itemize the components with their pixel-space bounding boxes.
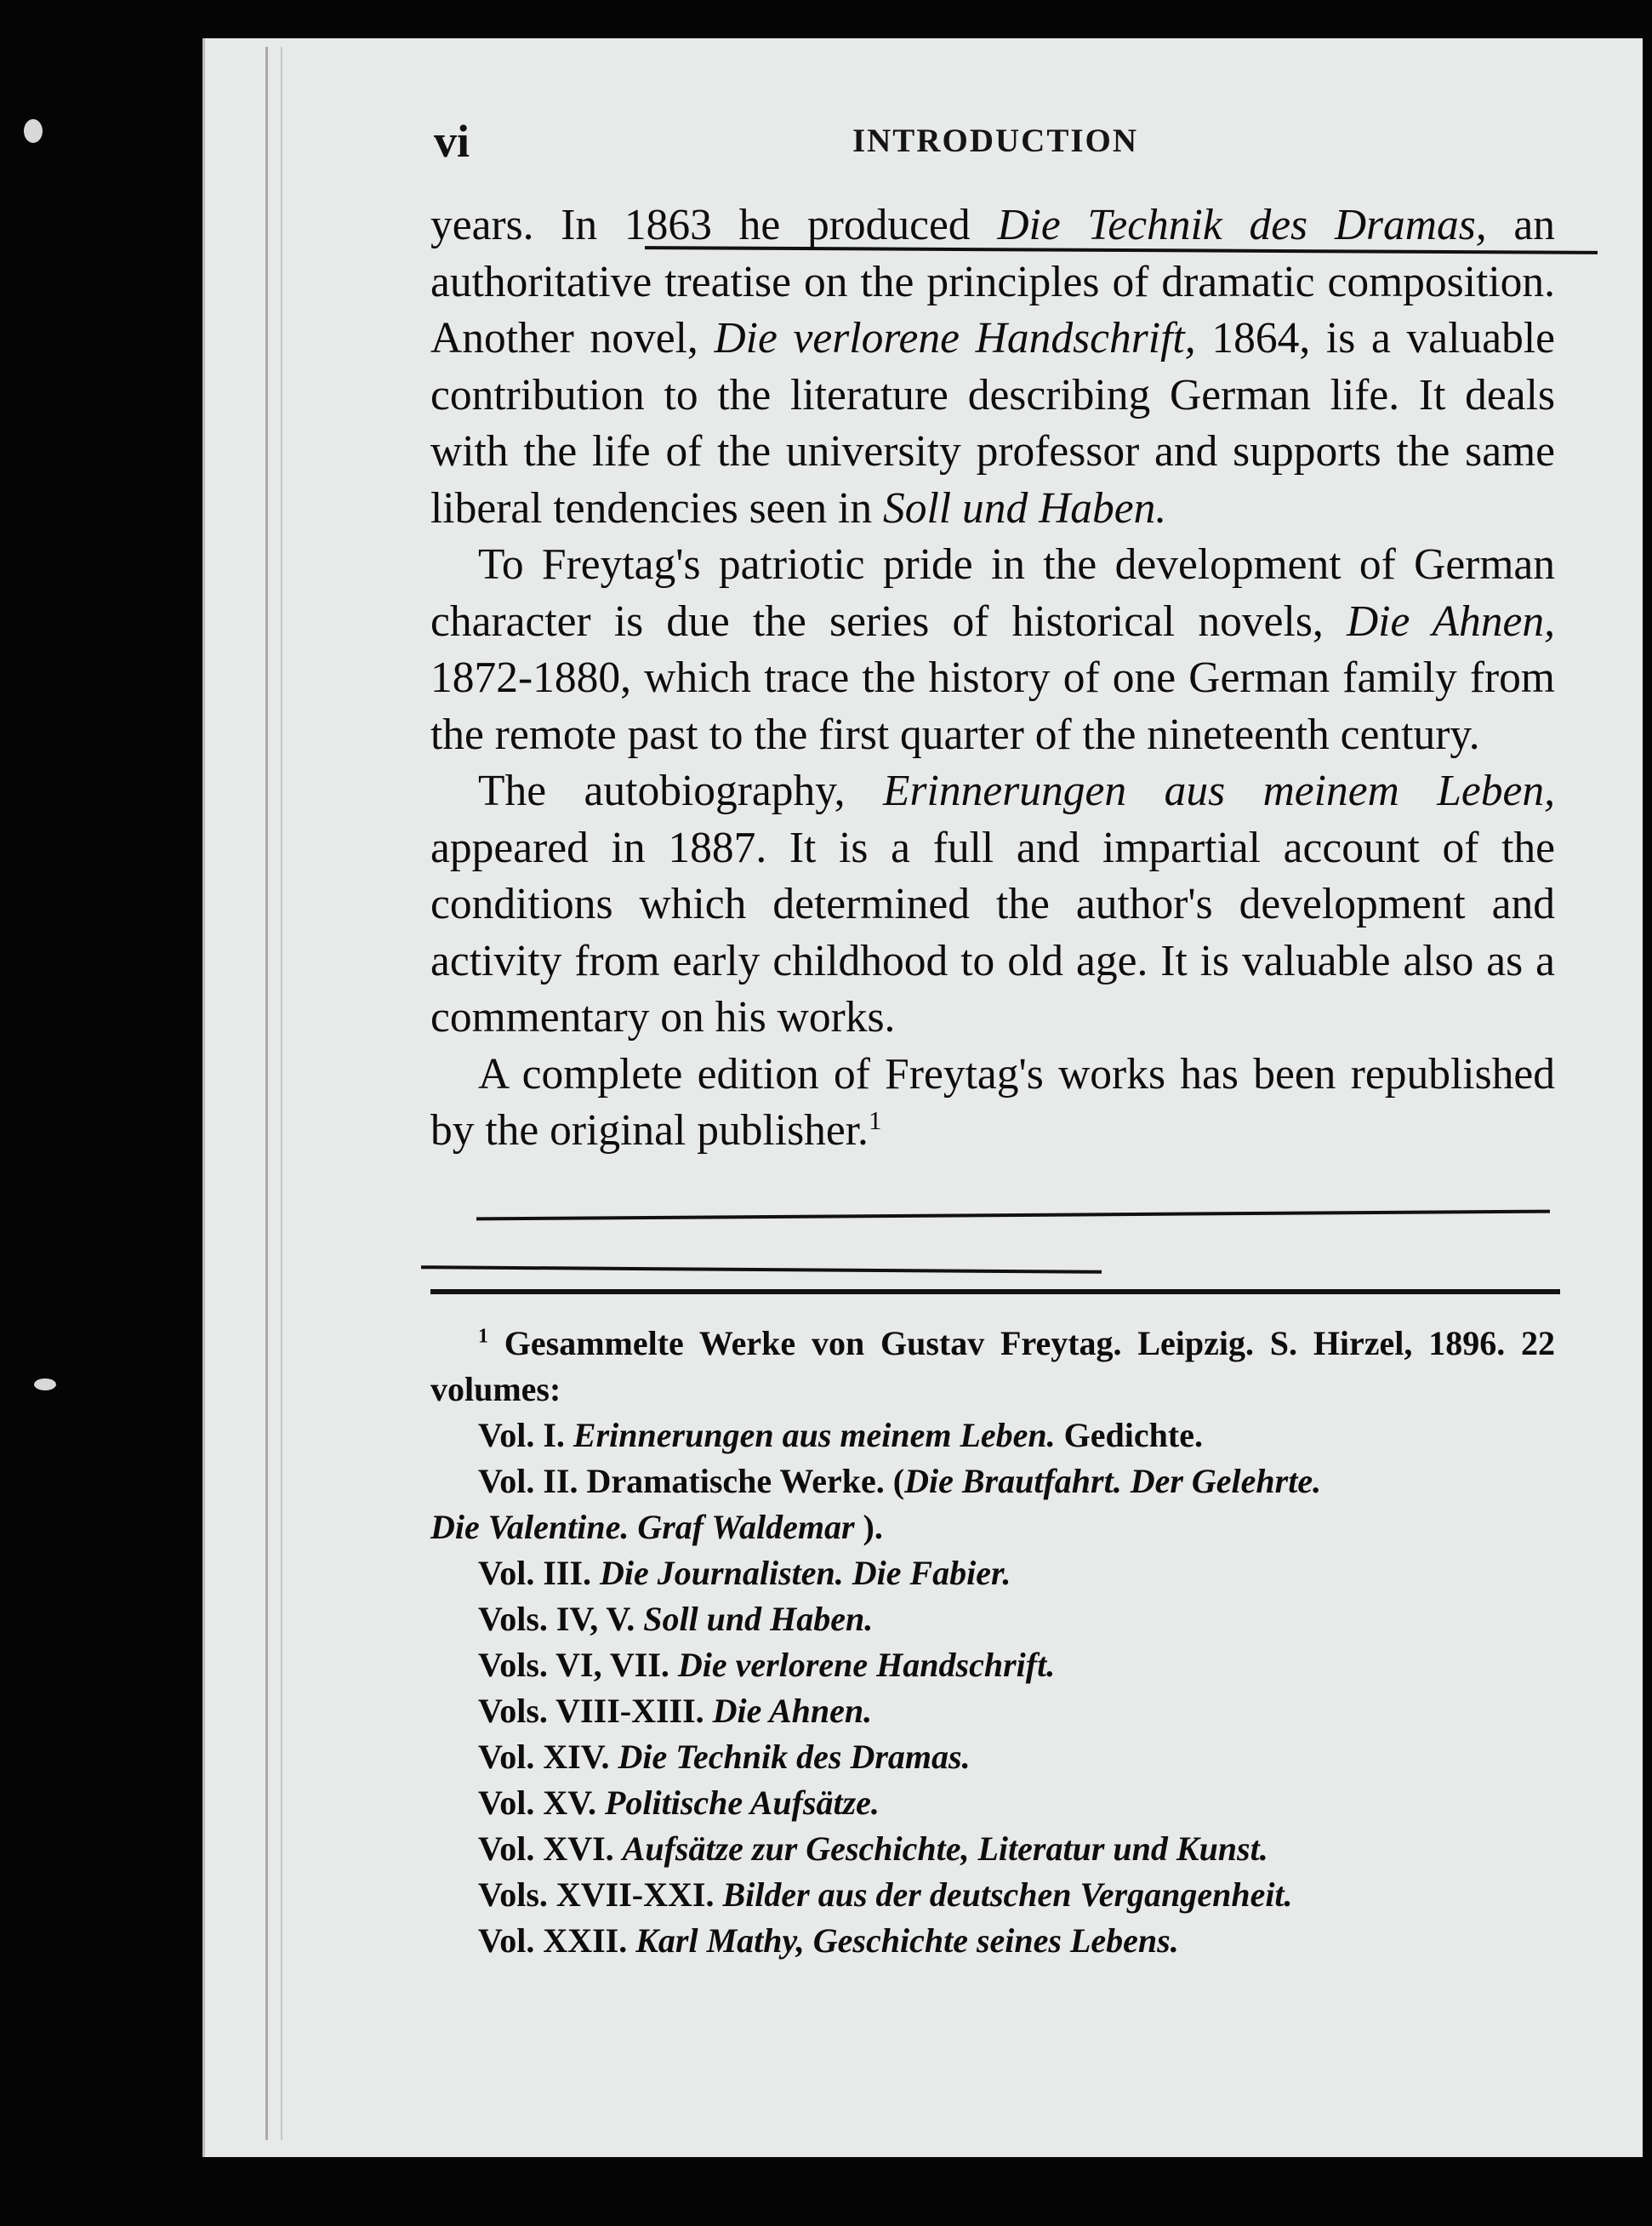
text-run: 1872-1880, which trace the history of one German family from the remote past to the first quarter of the nineteenth century.: [430, 654, 1555, 759]
running-title: INTRODUCTION: [852, 123, 1139, 159]
volume-label: Vols. IV, V.: [478, 1600, 635, 1638]
volume-label: Vols. VIII-XIII.: [478, 1692, 704, 1730]
text-run: A complete edition of Freytag's works has been republished by the original publisher.: [430, 1049, 1555, 1155]
volume-label: Vol. XVI.: [478, 1829, 614, 1868]
scan-speck: [24, 119, 43, 143]
page-number: vi: [434, 116, 470, 167]
text-run: 1863: [624, 201, 712, 249]
volume-label: Vols. VI, VII.: [478, 1646, 669, 1684]
text-run: 1864, is a valuable contribution to the literature describing German life. It deals with the life of the university professor and supports the same liberal tendencies seen in: [430, 314, 1555, 533]
volume-title: Die Brautfahrt. Der Gelehrte.: [904, 1462, 1322, 1500]
volume-entry: [430, 1918, 1555, 1964]
volume-label: Vol. XIV.: [478, 1738, 610, 1776]
volume-title: Karl Mathy, Geschichte seines Lebens.: [635, 1921, 1179, 1960]
volume-label: Vol. II.: [478, 1462, 578, 1500]
footnote-mark: 1: [478, 1325, 488, 1348]
footnote-text: Gesammelte Werke von Gustav Freytag. Leipzig. S. Hirzel, 1896. 22 volumes:: [430, 1324, 1555, 1408]
volume-title: Aufsätze zur Geschichte, Literatur und Kunst.: [622, 1829, 1268, 1868]
page-edge-line: [265, 47, 268, 2140]
volume-title: Erinnerungen aus meinem Leben.: [573, 1416, 1056, 1454]
volume-extra: ).: [863, 1508, 883, 1546]
paragraph: [430, 763, 1555, 1047]
volume-list: [430, 1413, 1555, 1964]
footnote-reference: 1: [868, 1104, 882, 1135]
footnote-intro: [430, 1321, 1555, 1413]
italic-title: Soll und Haben.: [882, 483, 1167, 533]
text-run: To Freytag's patriotic pride in the development of German character is due the series of historical novels,: [430, 540, 1555, 646]
text-run: years. In: [430, 201, 624, 249]
italic-title: Die Technik des Dramas,: [997, 201, 1487, 249]
scan-speck: [34, 1378, 56, 1390]
volume-entry: [430, 1413, 1555, 1458]
volume-label: Vol. III.: [478, 1554, 592, 1592]
volume-entry: [430, 1780, 1555, 1826]
volume-title: Die Ahnen.: [712, 1692, 873, 1730]
text-run: appeared in 1887. It is a full and impartial account of the conditions which determined the author's development and activity from early childhood to old age. It is valuable also as a commentary on his works.: [430, 823, 1555, 1042]
volume-title: Die Journalisten. Die Fabier.: [600, 1554, 1011, 1592]
running-header: [434, 115, 1557, 166]
volume-label: Vol. XXII.: [478, 1921, 628, 1960]
italic-title: Die verlorene Handschrift,: [714, 314, 1196, 362]
volume-entry: [430, 1458, 1555, 1504]
paragraph: [430, 197, 1555, 537]
paragraph: [430, 537, 1555, 763]
footnote-rule: [430, 1289, 1560, 1294]
volume-title: Die verlorene Handschrift.: [677, 1646, 1056, 1684]
volume-title: Die Valentine. Graf Waldemar: [430, 1508, 855, 1546]
page-edge-line: [281, 47, 282, 2140]
italic-title: Erinnerungen aus meinem Leben,: [883, 767, 1555, 815]
volume-extra: Dramatische Werke. (: [586, 1462, 905, 1500]
italic-title: Die Ahnen,: [1346, 596, 1555, 646]
volume-label: Vols. XVII-XXI.: [478, 1875, 715, 1914]
volume-entry: [430, 1550, 1555, 1596]
volume-entry: [430, 1734, 1555, 1780]
text-run: he produced: [711, 201, 998, 249]
volume-extra: Gedichte.: [1063, 1416, 1203, 1454]
footnote: [430, 1321, 1555, 1964]
volume-entry: [430, 1872, 1555, 1918]
volume-title: Politische Aufsätze.: [604, 1784, 880, 1822]
paragraph: [430, 1047, 1555, 1160]
body-text: [430, 197, 1555, 1160]
volume-title: Bilder aus der deutschen Vergangenheit.: [722, 1875, 1293, 1914]
volume-entry: [430, 1688, 1555, 1734]
volume-title: Soll und Haben.: [643, 1600, 874, 1638]
volume-entry: [430, 1504, 1555, 1550]
volume-entry: [430, 1596, 1555, 1642]
volume-entry: [430, 1642, 1555, 1688]
text-run: an authoritative treatise on the principles of dramatic composition. Another novel,: [430, 201, 1556, 362]
volume-label: Vol. I.: [478, 1416, 565, 1454]
text-run: The autobiography,: [478, 767, 884, 815]
volume-label: Vol. XV.: [478, 1784, 596, 1822]
volume-title: Die Technik des Dramas.: [618, 1738, 971, 1776]
volume-entry: [430, 1826, 1555, 1872]
